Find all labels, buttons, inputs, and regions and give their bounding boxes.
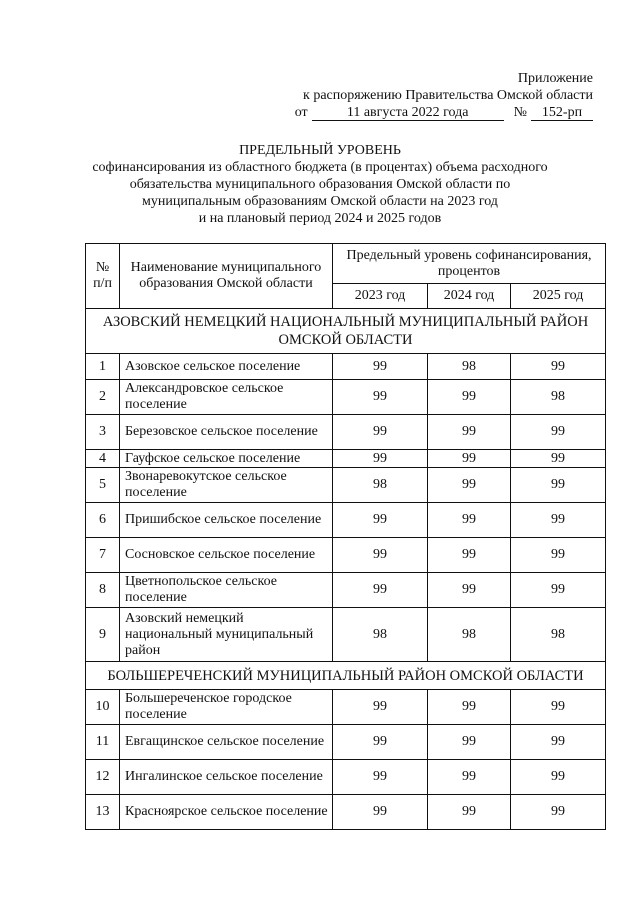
row-number: 9	[86, 608, 120, 662]
column-header-level: Предельный уровень софинансирования, процентов	[333, 244, 606, 284]
title-line-3: обязательства муниципального образования Омской области по	[129, 177, 511, 192]
value-2025: 98	[511, 608, 606, 662]
value-2025: 99	[511, 573, 606, 608]
column-header-number: № п/п	[86, 244, 120, 309]
from-label: от	[294, 105, 308, 120]
value-2023: 99	[333, 573, 428, 608]
municipality-name: Сосновское сельское поселение	[120, 538, 333, 573]
municipality-name: Азовское сельское поселение	[120, 354, 333, 380]
value-2025: 99	[511, 725, 606, 760]
value-2023: 99	[333, 503, 428, 538]
municipality-name: Александровское сельское поселение	[120, 380, 333, 415]
value-2023: 99	[333, 690, 428, 725]
row-number: 11	[86, 725, 120, 760]
table-row	[86, 503, 606, 538]
row-number: 1	[86, 354, 120, 380]
value-2024: 99	[428, 415, 511, 450]
title-line-2: софинансирования из областного бюджета (в процентах) объема расходного	[92, 160, 548, 175]
value-2025: 99	[511, 450, 606, 468]
value-2023: 99	[333, 354, 428, 380]
row-number: 10	[86, 690, 120, 725]
value-2024: 99	[428, 450, 511, 468]
column-header-year-2024: 2024 год	[428, 284, 511, 309]
value-2024: 99	[428, 690, 511, 725]
table-row	[86, 608, 606, 662]
table-row	[86, 760, 606, 795]
municipality-name: Гауфское сельское поселение	[120, 450, 333, 468]
row-number: 13	[86, 795, 120, 830]
table-row	[86, 380, 606, 415]
table-row	[86, 725, 606, 760]
row-number: 2	[86, 380, 120, 415]
row-number: 7	[86, 538, 120, 573]
value-2024: 99	[428, 503, 511, 538]
appendix-label: Приложение	[517, 71, 593, 86]
value-2025: 99	[511, 795, 606, 830]
title-line-1: ПРЕДЕЛЬНЫЙ УРОВЕНЬ	[239, 143, 401, 158]
municipality-name: Ингалинское сельское поселение	[120, 760, 333, 795]
value-2025: 98	[511, 380, 606, 415]
order-reference: к распоряжению Правительства Омской области	[303, 88, 593, 103]
title-line-4: муниципальным образованиям Омской области на 2023 год	[142, 194, 498, 209]
value-2023: 98	[333, 608, 428, 662]
value-2025: 99	[511, 538, 606, 573]
value-2023: 99	[333, 415, 428, 450]
value-2023: 99	[333, 760, 428, 795]
municipality-name: Цветнопольское сельское поселение	[120, 573, 333, 608]
order-date: 11 августа 2022 года	[312, 105, 504, 121]
table-row	[86, 354, 606, 380]
value-2024: 98	[428, 608, 511, 662]
value-2024: 99	[428, 725, 511, 760]
value-2023: 99	[333, 725, 428, 760]
section-header-row	[86, 309, 606, 354]
table-row	[86, 415, 606, 450]
value-2024: 99	[428, 538, 511, 573]
table-row	[86, 468, 606, 503]
table-row	[86, 795, 606, 830]
value-2025: 99	[511, 468, 606, 503]
table-row	[86, 450, 606, 468]
order-date-line	[233, 104, 593, 121]
section-title: АЗОВСКИЙ НЕМЕЦКИЙ НАЦИОНАЛЬНЫЙ МУНИЦИПАЛЬНЫЙ РАЙОН ОМСКОЙ ОБЛАСТИ	[86, 309, 606, 354]
value-2025: 99	[511, 503, 606, 538]
table-row	[86, 573, 606, 608]
value-2024: 99	[428, 573, 511, 608]
value-2024: 99	[428, 760, 511, 795]
number-label: №	[513, 105, 527, 120]
row-number: 6	[86, 503, 120, 538]
value-2024: 98	[428, 354, 511, 380]
table-row	[86, 690, 606, 725]
value-2025: 99	[511, 354, 606, 380]
section-title: БОЛЬШЕРЕЧЕНСКИЙ МУНИЦИПАЛЬНЫЙ РАЙОН ОМСКОЙ ОБЛАСТИ	[86, 662, 606, 690]
row-number: 8	[86, 573, 120, 608]
section-header-row	[86, 662, 606, 690]
value-2025: 99	[511, 690, 606, 725]
document-title	[60, 142, 580, 227]
value-2024: 99	[428, 380, 511, 415]
value-2023: 99	[333, 538, 428, 573]
column-header-year-2025: 2025 год	[511, 284, 606, 309]
municipality-name: Звонаревокутское сельское поселение	[120, 468, 333, 503]
municipality-name: Пришибское сельское поселение	[120, 503, 333, 538]
municipality-name: Азовский немецкий национальный муниципальный район	[120, 608, 333, 662]
title-line-5: и на плановый период 2024 и 2025 годов	[198, 211, 442, 226]
table-row	[86, 538, 606, 573]
municipality-name: Красноярское сельское поселение	[120, 795, 333, 830]
value-2024: 99	[428, 795, 511, 830]
appendix-block	[233, 70, 593, 121]
municipality-name: Евгащинское сельское поселение	[120, 725, 333, 760]
row-number: 12	[86, 760, 120, 795]
column-header-name: Наименование муниципального образования Омской области	[120, 244, 333, 309]
value-2025: 99	[511, 760, 606, 795]
value-2024: 99	[428, 468, 511, 503]
cofinancing-table	[85, 243, 606, 830]
row-number: 5	[86, 468, 120, 503]
column-header-year-2023: 2023 год	[333, 284, 428, 309]
value-2023: 99	[333, 795, 428, 830]
value-2023: 99	[333, 450, 428, 468]
municipality-name: Большереченское городское поселение	[120, 690, 333, 725]
municipality-name: Березовское сельское поселение	[120, 415, 333, 450]
order-number: 152-рп	[531, 105, 593, 121]
value-2023: 99	[333, 380, 428, 415]
row-number: 4	[86, 450, 120, 468]
row-number: 3	[86, 415, 120, 450]
value-2023: 98	[333, 468, 428, 503]
value-2025: 99	[511, 415, 606, 450]
